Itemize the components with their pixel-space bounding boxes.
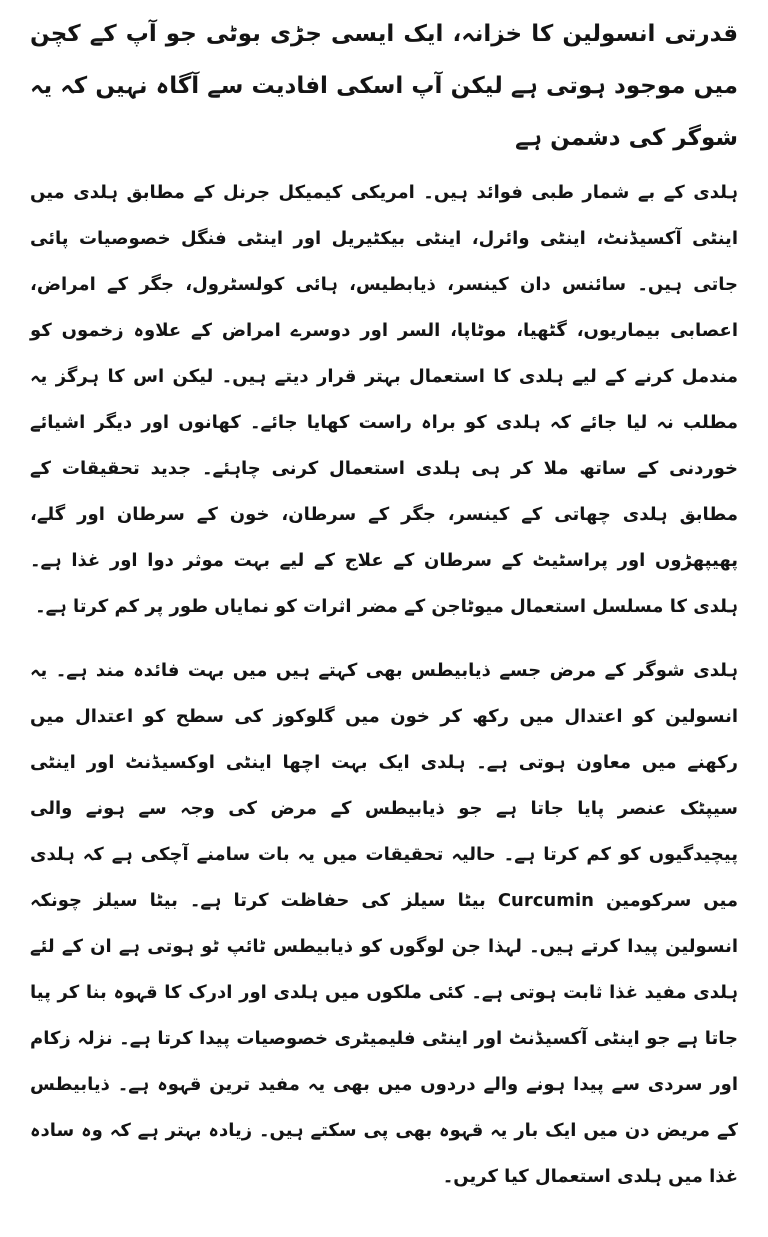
article-title: قدرتی انسولین کا خزانہ، ایک ایسی جڑی بوٹی جو آپ کے کچن میں موجود ہوتی ہے لیکن آپ اسکی افادیت سے آگاہ نہیں کہ یہ شوگر کی دشمن ہے [30,21,738,151]
article-paragraph-benefits: ہلدی کے بے شمار طبی فوائد ہیں۔ امریکی کیمیکل جرنل کے مطابق ہلدی میں اینٹی آکسیڈنٹ، اینٹی وائرل، اینٹی بیکٹیریل اور اینٹی فنگل خصوصیات پائی جاتی ہیں۔ سائنس دان کینسر، ذیابطیس، ہائی کولسٹرول، جگر کے امراض، اعصابی بیماریوں، گٹھیا، موٹاپا، السر اور دوسرے امراض کے علاوہ زخموں کو مندمل کرنے کے لیے ہلدی کا استعمال بہتر قرار دیتے ہیں۔ لیکن اس کا ہرگز یہ مطلب نہ لیا جائے کہ ہلدی کو براہ راست کھایا جائے۔ کھانوں اور دیگر اشیائے خوردنی کے ساتھ ملا کر ہی ہلدی استعمال کرنی چاہئے۔ جدید تحقیقات کے مطابق ہلدی چھاتی کے کینسر، جگر کے سرطان، خون کے سرطان اور گلے، پھیپھڑوں اور پراسٹیٹ کے سرطان کے علاج کے لیے بہت موثر دوا اور غذا ہے۔ ہلدی کا مسلسل استعمال میوٹاجن کے مضر اثرات کو نمایاں طور پر کم کرتا ہے۔ [30,182,738,617]
article-paragraph-diabetes: ہلدی شوگر کے مرض جسے ذیابیطس بھی کہتے ہیں میں بہت فائدہ مند ہے۔ یہ انسولین کو اعتدال میں رکھ کر خون میں گلوکوز کی سطح کو اعتدال میں رکھنے میں معاون ہوتی ہے۔ ہلدی ایک بہت اچھا اینٹی اوکسیڈنٹ اور اینٹی سیپٹک عنصر پایا جاتا ہے جو ذیابیطس کے مرض کی وجہ سے ہونے والی پیچیدگیوں کو کم کرتا ہے۔ حالیہ تحقیقات میں یہ بات سامنے آچکی ہے کہ ہلدی میں سرکومین Curcumin بیٹا سیلز کی حفاظت کرتا ہے۔ بیٹا سیلز چونکہ انسولین پیدا کرتے ہیں۔ لہذا جن لوگوں کو ذیابیطس ٹائپ ٹو ہوتی ہے ان کے لئے ہلدی مفید غذا ثابت ہوتی ہے۔ کئی ملکوں میں ہلدی اور ادرک کا قہوہ بنا کر پیا جاتا ہے جو اینٹی آکسیڈنٹ اور اینٹی فلیمیٹری خصوصیات پیدا کرتا ہے۔ نزلہ زکام اور سردی سے پیدا ہونے والے دردوں میں بھی یہ مفید ترین قہوہ ہے۔ ذیابیطس کے مریض دن میں ایک بار یہ قہوہ بھی پی سکتے ہیں۔ زیادہ بہتر ہے کہ وہ سادہ غذا میں ہلدی استعمال کیا کریں۔ [30,660,738,1187]
